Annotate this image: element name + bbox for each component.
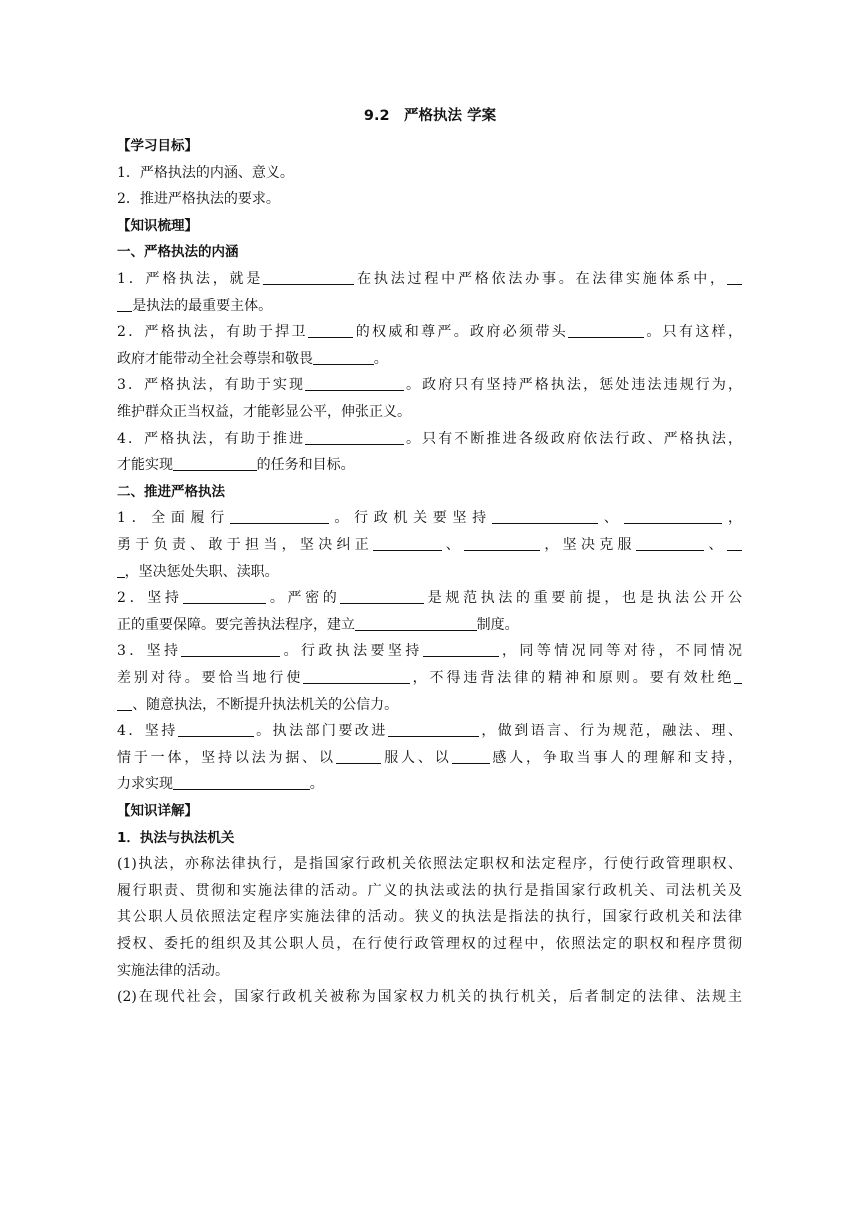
text-line: (2)在现代社会，国家行政机关被称为国家权力机关的执行机关，后者制定的法律、法规主 (117, 989, 742, 1006)
fill-in-blank[interactable] (373, 535, 441, 551)
text-line: 情于一体，坚持以法为据、以 服人、以 感人，争取当事人的理解和支持， (117, 749, 743, 766)
fill-in-blank[interactable] (178, 721, 254, 737)
text-line: 2．推进严格执法的要求。 (117, 191, 280, 208)
fill-in-blank[interactable] (388, 721, 479, 737)
fill-in-blank[interactable] (305, 429, 404, 445)
fill-in-blank[interactable] (181, 641, 280, 657)
fill-in-blank[interactable] (636, 535, 704, 551)
fill-in-blank[interactable] (117, 562, 125, 578)
text-line: 授权、委托的组织及其公职人员，在行使行政管理权的过程中，依照法定的职权和程序贯彻 (117, 936, 742, 952)
fill-in-blank[interactable] (423, 641, 499, 657)
text-line: 、随意执法，不断提升执法机关的公信力。 (117, 692, 742, 718)
fill-in-blank[interactable] (336, 748, 382, 764)
text-line: 维护群众正当权益，才能彰显公平，伸张正义。 (117, 404, 411, 420)
text-line: 才能实现 的任务和目标。 (117, 457, 355, 474)
text-line: 履行职责、贯彻和实施法律的活动。广义的执法或法的执行是指国家行政机关、司法机关及 (117, 882, 742, 899)
fill-in-blank[interactable] (305, 375, 404, 391)
fill-in-blank[interactable] (452, 748, 490, 764)
text-line: 是执法的最重要主体。 (117, 293, 742, 319)
section-heading: 二、推进严格执法 (117, 483, 225, 500)
text-line: ，坚决惩处失职、渎职。 (117, 559, 742, 585)
fill-in-blank[interactable] (303, 668, 409, 684)
section-heading: 一、严格执法的内涵 (117, 244, 239, 261)
text-line: 2．坚持 。严密的 是规范执法的重要前提，也是执法公开公 (117, 590, 743, 607)
fill-in-blank[interactable] (117, 296, 132, 312)
section-heading: 【知识详解】 (117, 803, 198, 819)
text-line: 差别对待。要恰当地行使 ，不得违背法律的精神和原则。要有效杜绝 (117, 665, 742, 691)
text-line: 力求实现 。 (117, 776, 324, 793)
section-heading: 1．执法与执法机关 (117, 829, 235, 846)
text-line: 3．坚持 。行政执法要坚持 ，同等情况同等对待，不同情况 (117, 643, 743, 660)
fill-in-blank[interactable] (173, 455, 257, 471)
text-line: 政府才能带动全社会尊崇和敬畏 。 (117, 350, 388, 367)
text-line: 1．严格执法，就是 在执法过程中严格依法办事。在法律实施体系中， (117, 266, 742, 292)
fill-in-blank[interactable] (263, 269, 354, 285)
fill-in-blank[interactable] (727, 269, 742, 285)
fill-in-blank[interactable] (624, 508, 723, 524)
text-line: 实施法律的活动。 (117, 962, 229, 979)
text-line: 4．严格执法，有助于推进 。只有不断推进各级政府依法行政、严格执法， (117, 430, 742, 447)
fill-in-blank[interactable] (173, 774, 310, 790)
fill-in-blank[interactable] (230, 508, 329, 524)
text-line: 1．全面履行 。行政机关要坚持 、 ， (117, 510, 742, 527)
fill-in-blank[interactable] (355, 615, 477, 631)
text-line: (1)执法，亦称法律执行，是指国家行政机关依照法定职权和法定程序，行使行政管理职权、 (117, 856, 742, 873)
text-line: 勇于负责、敢于担当，坚决纠正 、 ，坚决克服 、 (117, 532, 742, 558)
fill-in-blank[interactable] (568, 322, 644, 338)
fill-in-blank[interactable] (313, 349, 374, 365)
section-heading: 【知识梳理】 (117, 217, 198, 234)
fill-in-blank[interactable] (117, 695, 132, 711)
fill-in-blank[interactable] (464, 535, 540, 551)
fill-in-blank[interactable] (183, 588, 267, 604)
fill-in-blank[interactable] (734, 668, 742, 684)
text-line: 3．严格执法，有助于实现 。政府只有坚持严格执法，惩处违法违规行为， (117, 377, 742, 394)
text-line: 4．坚持 。执法部门要改进 ，做到语言、行为规范，融法、理、 (117, 723, 743, 740)
text-line: 正的重要保障。要完善执法程序，建立 制度。 (117, 616, 519, 633)
fill-in-blank[interactable] (308, 322, 354, 338)
page-title: 9.2 严格执法 学案 (363, 108, 497, 124)
text-line: 2．严格执法，有助于捍卫 的权威和尊严。政府必须带头 。只有这样， (117, 324, 742, 341)
fill-in-blank[interactable] (492, 508, 598, 524)
fill-in-blank[interactable] (340, 588, 424, 604)
text-line: 1．严格执法的内涵、意义。 (117, 164, 294, 181)
section-heading: 【学习目标】 (117, 138, 198, 154)
fill-in-blank[interactable] (727, 535, 742, 551)
text-line: 其公职人员依照法定程序实施法律的活动。狭义的执法是指法的执行，国家行政机关和法律 (117, 909, 742, 926)
